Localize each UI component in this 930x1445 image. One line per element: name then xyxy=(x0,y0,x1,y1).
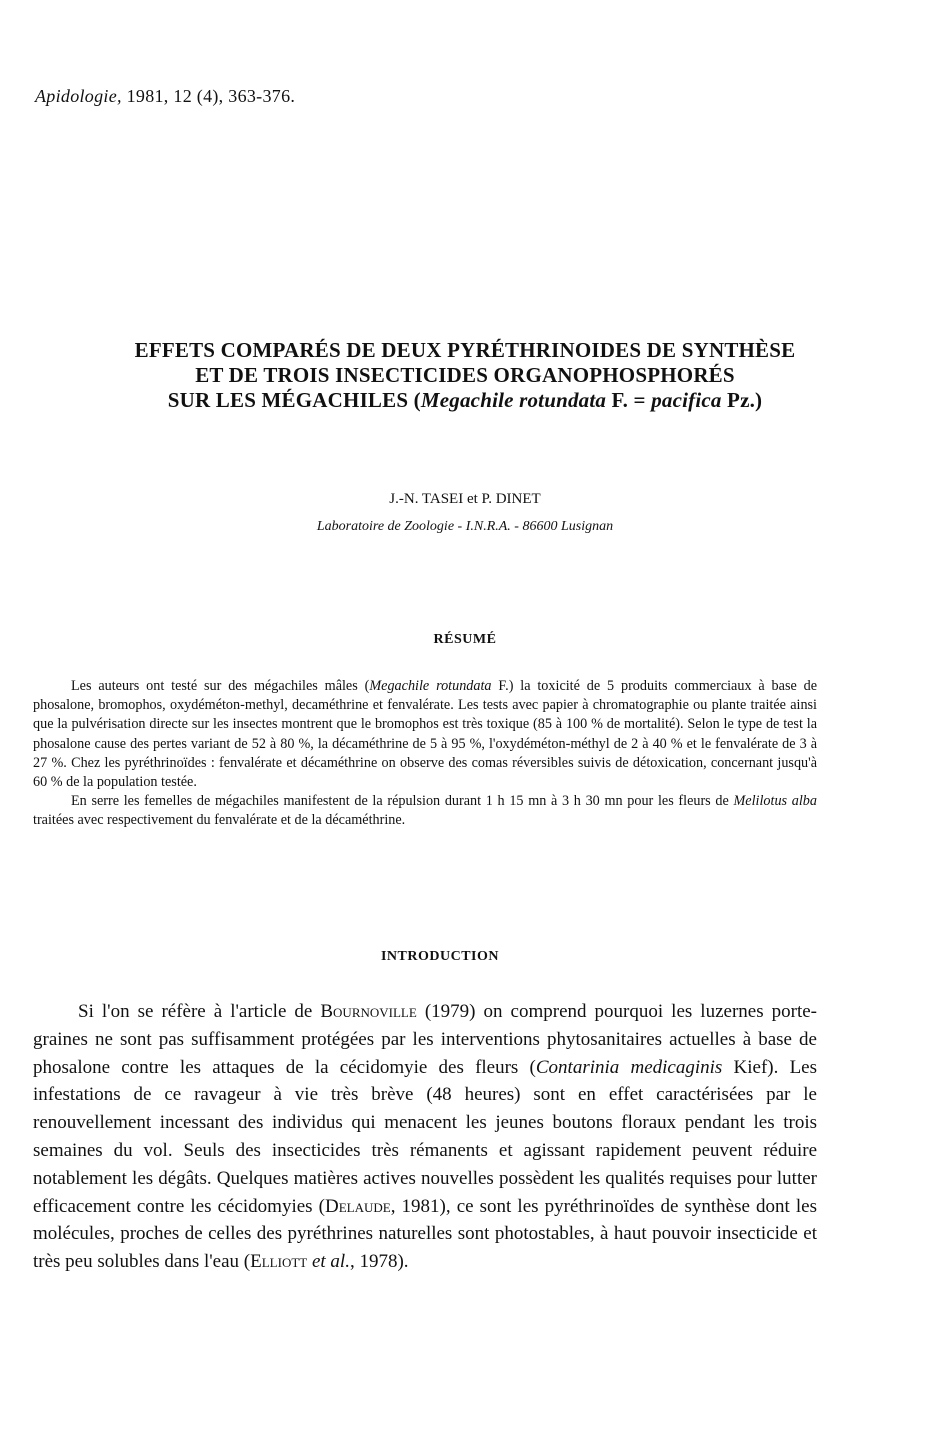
affiliation: Laboratoire de Zoologie - I.N.R.A. - 86600 Lusignan xyxy=(316,519,614,534)
cited-author: Bournoville xyxy=(320,1001,417,1022)
title-line-1: EFFETS COMPARÉS DE DEUX PYRÉTHRINOIDES DE SYNTHÈSE xyxy=(134,338,796,362)
cited-author: Elliott xyxy=(250,1251,308,1273)
et-al: et al. xyxy=(311,1251,350,1273)
body-text: Si l'on se réfère à l'article de xyxy=(78,1001,321,1022)
body-text: , 1981), ce sont les pyréthrinoïdes de synthèse dont les molécules, proches de celles des pyréthrines naturelles sont photostables, à haut pouvoir insecticide et très peu solubles dans l'eau ( xyxy=(33,1195,817,1273)
body-text: (1979) on comprend pourquoi les luzernes porte-graines ne sont pas suffisamment protégées par les interventions phytosanitaires actuelles à base de phosalone contre les attaques de la cécidomyie des fleurs ( xyxy=(33,1001,817,1078)
species-synonym: pacifica xyxy=(651,388,722,412)
introduction-paragraph xyxy=(33,998,817,1276)
article-title xyxy=(20,338,910,413)
species-name: Melilotus alba xyxy=(733,793,817,810)
citation-details: 1981, 12 (4), 363-376. xyxy=(121,86,296,106)
introduction-heading: INTRODUCTION xyxy=(380,949,499,964)
resume-heading: RÉSUMÉ xyxy=(433,632,497,647)
abstract-text: traitées avec respectivement du fenvalérate et de la décaméthrine. xyxy=(33,812,406,829)
abstract-paragraph-1 xyxy=(33,677,817,792)
title-text: Pz.) xyxy=(721,388,763,412)
authors: J.-N. TASEI et P. DINET xyxy=(389,491,541,507)
journal-name: Apidologie, xyxy=(35,86,122,106)
introduction-body xyxy=(33,998,817,1276)
abstract-text: F.) la toxicité de 5 produits commerciaux à base de phosalone, bromophos, oxydéméton-methyl, decaméthrine et fenvalérate. Les tests avec papier à chromatographie ou plante traitée ainsi que la pulvérisation directe sur les insectes montrent que le bromophos est très toxique (85 à 100 % de mortalité). Selon le type de test la phosalone cause des pertes variant de 52 à 80 %, la décaméthrine de 5 à 95 %, l'oxydéméton-méthyl de 2 à 40 % et le fenvalérate de 3 à 27 %. Chez les pyréthrinoïdes : fenvalérate et décaméthrine on observe des comas réversibles suivis de détoxication, concernant jusqu'à 60 % de la population testée. xyxy=(33,678,818,791)
abstract-text: En serre les femelles de mégachiles manifestent de la répulsion durant 1 h 15 mn à 3 h 30 mn pour les fleurs de xyxy=(71,793,734,810)
species-name: Contarinia medicaginis xyxy=(535,1056,723,1078)
species-name: Megachile rotundata xyxy=(369,678,492,694)
abstract-paragraph-2 xyxy=(33,792,817,830)
journal-citation xyxy=(35,86,295,107)
abstract xyxy=(33,677,817,831)
body-text: Kief). Les infestations de ce ravageur à vie très brève (48 heures) sont en effet caractérisées par le renouvellement incessant des individus qui menacent les jeunes boutons floraux pendant les trois semaines du vol. Seuls des insecticides très rémanents et agissant rapidement peuvent réduire notablement les dégâts. Quelques matières actives nouvelles possèdent les qualités requises pour lutter efficacement contre les cécidomyies ( xyxy=(33,1056,817,1217)
title-line-3 xyxy=(20,388,910,413)
title-text: F. = xyxy=(606,388,652,412)
title-line-2: ET DE TROIS INSECTICIDES ORGANOPHOSPHORÉS xyxy=(195,363,735,387)
title-text: SUR LES MÉGACHILES ( xyxy=(167,388,421,412)
abstract-text: Les auteurs ont testé sur des mégachiles mâles ( xyxy=(71,678,370,694)
species-name: Megachile rotundata xyxy=(420,388,607,412)
cited-author: Delaude xyxy=(324,1195,391,1217)
body-text: , 1978). xyxy=(349,1251,409,1273)
